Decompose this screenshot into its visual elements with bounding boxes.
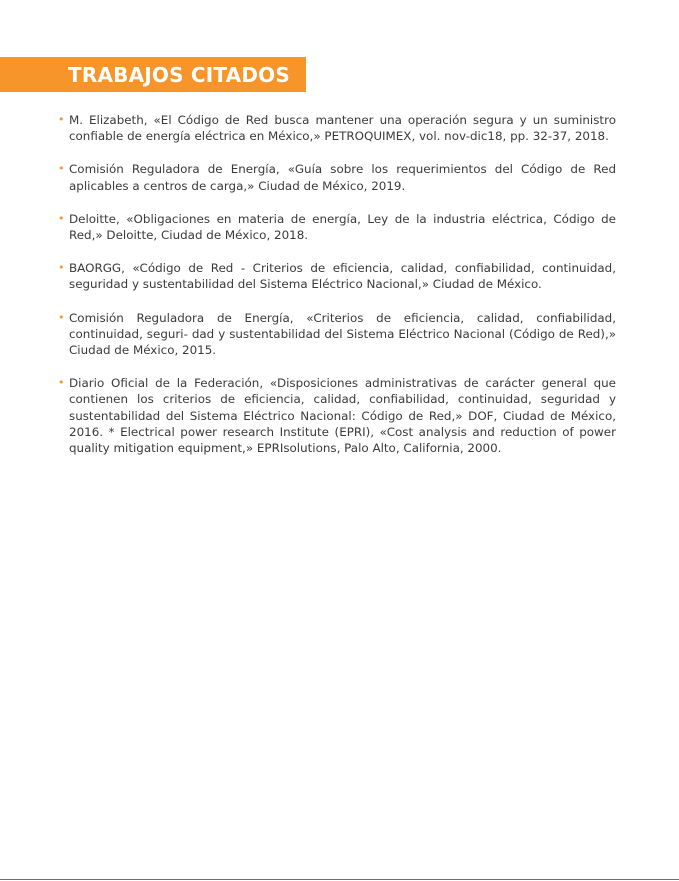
- reference-item: [58, 161, 616, 193]
- bullet-icon: •: [58, 211, 65, 225]
- reference-text: BAORGG, «Código de Red - Criterios de eficiencia, calidad, confiabilidad, continuidad, seguridad y sustentabilidad del Sistema Eléctrico Nacional,» Ciudad de México.: [69, 261, 616, 292]
- bullet-icon: •: [58, 261, 65, 275]
- reference-item: [58, 260, 616, 292]
- reference-text: Comisión Reguladora de Energía, «Guía sobre los requerimientos del Código de Red aplicables a centros de carga,» Ciudad de México, 2019.: [69, 162, 616, 193]
- reference-text: M. Elizabeth, «El Código de Red busca mantener una operación segura y un suministro confiable de energía eléctrica en México,» PETROQUIMEX, vol. nov-dic18, pp. 32-37, 2018.: [69, 113, 616, 144]
- reference-item: [58, 112, 616, 144]
- reference-item: [58, 375, 616, 456]
- page-bottom-rule: [0, 879, 679, 880]
- reference-text: Deloitte, «Obligaciones en materia de energía, Ley de la industria eléctrica, Código de Red,» Deloitte, Ciudad de México, 2018.: [69, 211, 616, 243]
- reference-text: Diario Oficial de la Federación, «Disposiciones administrativas de carácter general que contienen los criterios de eficiencia, calidad, confiabilidad, continuidad, seguridad y sustentabilidad del Sistema Eléctrico Nacional: Código de Red,» DOF, Ciudad de México, 2016. * Electrical power research Institute (EPRI), «Cost analysis and reduction of power quality mitigation equipment,» EPRIsolutions, Palo Alto, California, 2000.: [69, 376, 616, 456]
- reference-text: Comisión Reguladora de Energía, «Criterios de eficiencia, calidad, confiabilidad, continuidad, seguri- dad y sustentabilidad del Sistema Eléctrico Nacional (Código de Red),» Ciudad de México, 2015.: [69, 310, 616, 358]
- section-heading: TRABAJOS CITADOS: [68, 63, 290, 87]
- bullet-icon: •: [58, 376, 65, 390]
- bullet-icon: •: [58, 113, 65, 126]
- reference-item: [58, 211, 616, 243]
- reference-item: [58, 310, 616, 359]
- bullet-icon: •: [58, 162, 65, 176]
- reference-list: [58, 112, 616, 473]
- bullet-icon: •: [58, 310, 65, 324]
